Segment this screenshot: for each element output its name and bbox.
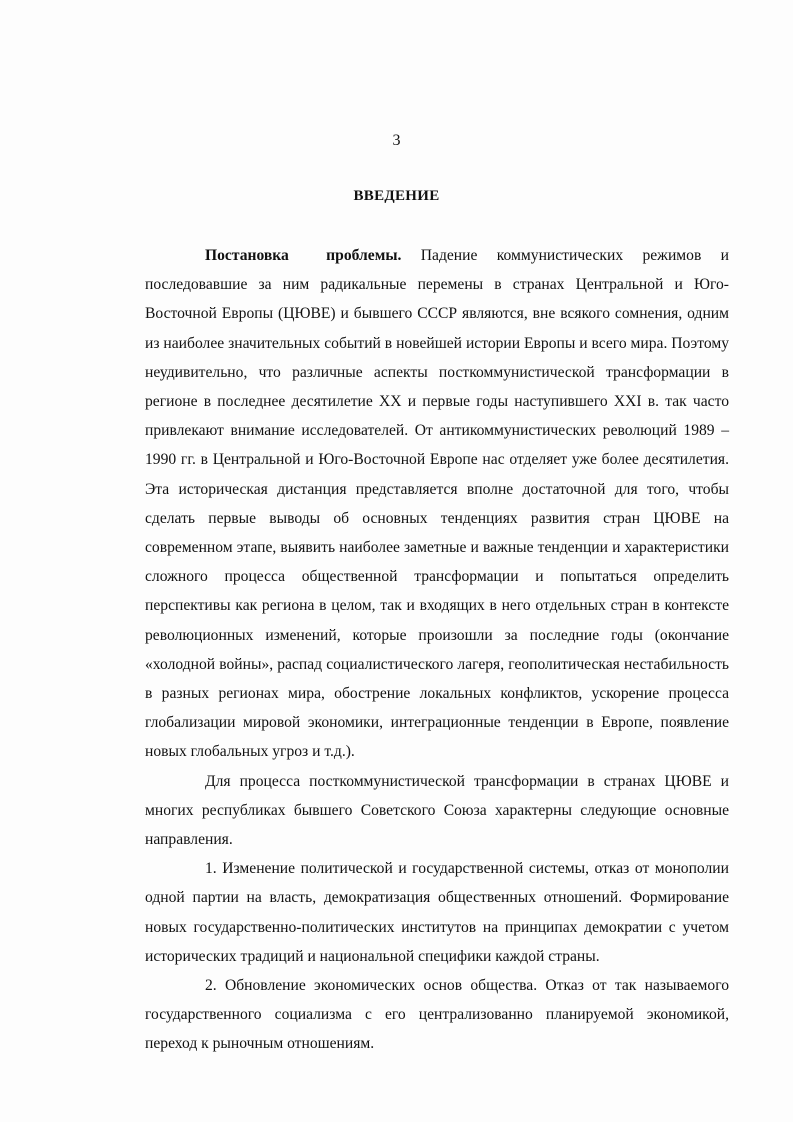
- paragraph-intro-text: Падение коммунистических режимов и последовавшие за ним радикальные перемены в странах Центральной и Юго-Восточной Европы (ЦЮВЕ) и бывшего СССР являются, вне всякого сомнения, одним из наиболее значительных событий в новейшей истории Европы и всего мира. Поэтому неудивительно, что различные аспекты посткоммунистической трансформации в регионе в последнее десятилетие XX и первые годы наступившего XXI в. так часто привлекают внимание исследователей. От антикоммунистических революций 1989 – 1990 гг. в Центральной и Юго-Восточной Европе нас отделяет уже более десятилетия. Эта историческая дистанция представляется вполне достаточной для того, чтобы сделать первые выводы об основных тенденциях развития стран ЦЮВЕ на современном этапе, выявить наиболее заметные и важные тенденции и характеристики сложного процесса общественной трансформации и попытаться определить перспективы как региона в целом, так и входящих в него отдельных стран в контексте революционных изменений, которые произошли за последние годы (окончание «холодной войны», распад социалистического лагеря, геополитическая нестабильность в разных регионах мира, обострение локальных конфликтов, ускорение процесса глобализации мировой экономики, интеграционные тенденции в Европе, появление новых глобальных угроз и т.д.).: [145, 247, 730, 761]
- page-number: 3: [392, 132, 401, 149]
- list-item-1: 1. Изменение политической и государственной системы, отказ от монополии одной партии на власть, демократизация общественных отношений. Формирование новых государственно-политических институтов на принципах демократии с учетом исторических традиций и национальной специфики каждой страны.: [145, 860, 729, 965]
- body-text: [145, 241, 729, 1059]
- paragraph-directions: Для процесса посткоммунистической трансформации в странах ЦЮВЕ и многих республиках бывшего Советского Союза характерны следующие основные направления.: [145, 772, 729, 849]
- list-item-2: 2. Обновление экономических основ общества. Отказ от так называемого государственного социализма с его централизованно планируемой экономикой, переход к рыночным отношениям.: [145, 977, 729, 1053]
- paragraph-intro: [145, 241, 729, 767]
- paragraph-lead: Постановка проблемы.: [205, 247, 402, 264]
- section-heading: ВВЕДЕНИЕ: [353, 188, 440, 204]
